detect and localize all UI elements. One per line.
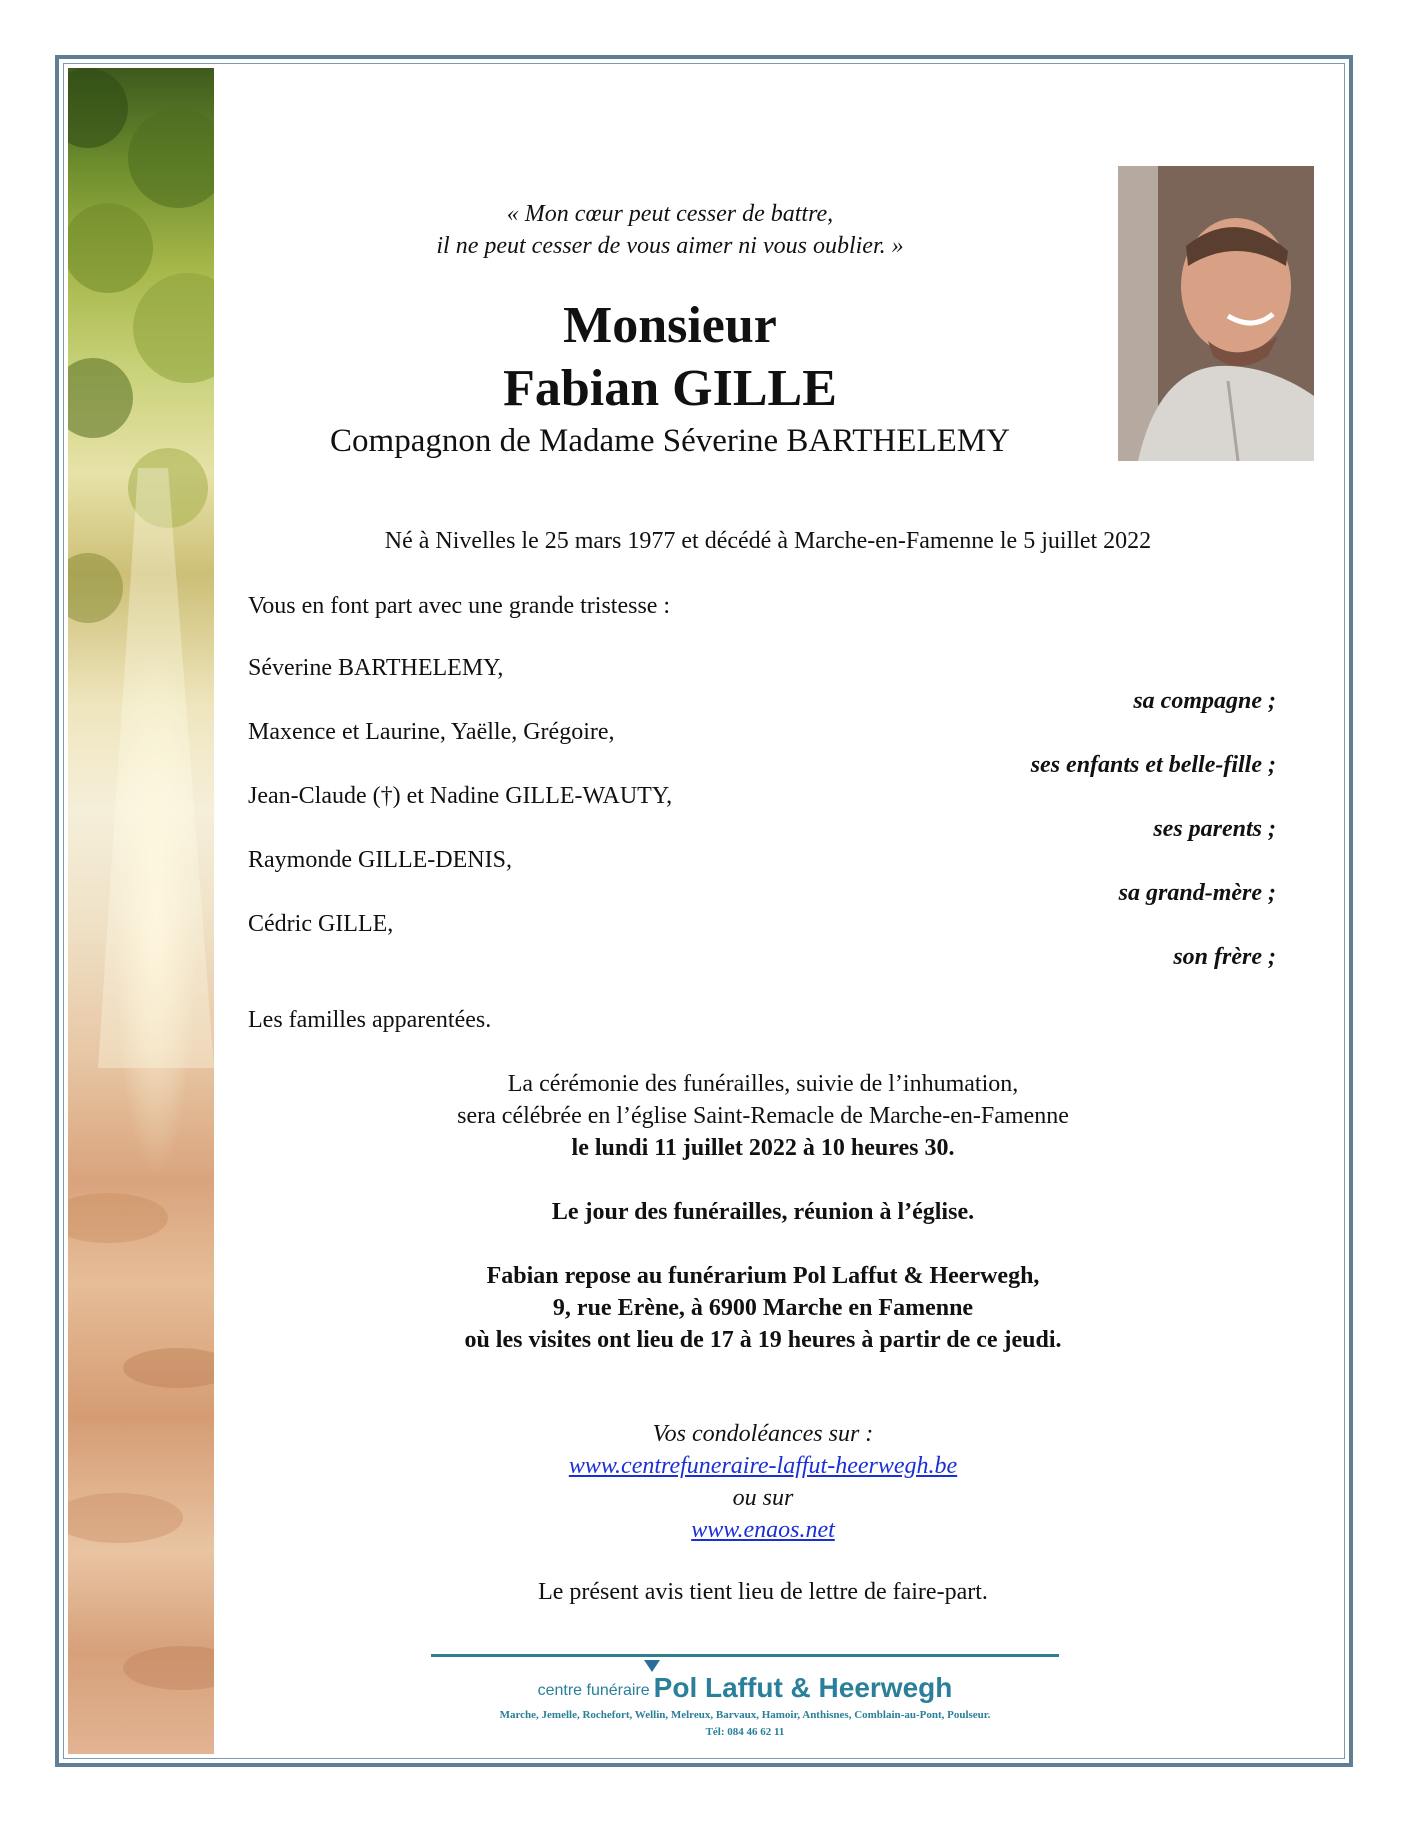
repose-line-1: Fabian repose au funérarium Pol Laffut & Heerwegh, xyxy=(486,1263,1040,1289)
quote-line-1: « Mon cœur peut cesser de battre, xyxy=(506,201,834,227)
logo-cities: Marche, Jemelle, Rochefort, Wellin, Melreux, Barvaux, Hamoir, Anthisnes, Comblain-au-Pont, Poulseur. xyxy=(499,1709,991,1721)
condolences-or: ou sur xyxy=(732,1485,794,1511)
quote xyxy=(240,198,1100,262)
family-role-4: sa grand-mère ; xyxy=(1118,880,1276,906)
ceremony-line-2: sera célébrée en l’église Saint-Remacle de Marche-en-Famenne xyxy=(457,1103,1069,1129)
condolences-link-2[interactable]: www.enaos.net xyxy=(691,1517,835,1543)
logo-big-text: Pol Laffut & Heerwegh xyxy=(653,1672,953,1703)
birth-death-line: Né à Nivelles le 25 mars 1977 et décédé à Marche-en-Famenne le 5 juillet 2022 xyxy=(384,528,1152,554)
condolences-block xyxy=(248,1418,1278,1546)
ceremony-line-1: La cérémonie des funérailles, suivie de l’inhumation, xyxy=(507,1071,1019,1097)
family-name-5: Cédric GILLE, xyxy=(248,911,394,937)
deceased-photo xyxy=(1118,166,1314,461)
ceremony-block xyxy=(248,1068,1278,1164)
forest-foliage xyxy=(68,68,214,1754)
family-name-2: Maxence et Laurine, Yaëlle, Grégoire, xyxy=(248,719,615,745)
related-families: Les familles apparentées. xyxy=(248,1007,492,1033)
family-role-1: sa compagne ; xyxy=(1133,688,1276,714)
family-name-1: Séverine BARTHELEMY, xyxy=(248,655,504,681)
family-name-3: Jean-Claude (†) et Nadine GILLE-WAUTY, xyxy=(248,783,673,809)
logo-small-text: centre funéraire xyxy=(537,1682,650,1699)
logo-triangle-icon xyxy=(644,1660,660,1672)
repose-block xyxy=(248,1260,1278,1356)
repose-line-2: 9, rue Erène, à 6900 Marche en Famenne xyxy=(552,1295,974,1321)
deceased-name: Fabian GILLE xyxy=(503,360,837,417)
forest-path-image xyxy=(68,68,214,1754)
funeral-home-logo xyxy=(430,1672,1060,1704)
intro-line: Vous en font part avec une grande tristesse : xyxy=(248,593,671,619)
repose-line-3: où les visites ont lieu de 17 à 19 heures à partir de ce jeudi. xyxy=(464,1327,1062,1353)
notice-line: Le présent avis tient lieu de lettre de faire-part. xyxy=(538,1579,988,1605)
family-role-5: son frère ; xyxy=(1173,944,1276,970)
family-name-4: Raymonde GILLE-DENIS, xyxy=(248,847,512,873)
relation-line: Compagnon de Madame Séverine BARTHELEMY xyxy=(330,423,1010,459)
condolences-link-1[interactable]: www.centrefuneraire-laffut-heerwegh.be xyxy=(568,1453,958,1479)
condolences-label: Vos condoléances sur : xyxy=(652,1421,874,1447)
family-role-2: ses enfants et belle-fille ; xyxy=(1030,752,1276,778)
ceremony-date: le lundi 11 juillet 2022 à 10 heures 30. xyxy=(571,1135,955,1161)
honorific: Monsieur xyxy=(563,297,777,354)
quote-line-2: il ne peut cesser de vous aimer ni vous oublier. » xyxy=(436,233,904,259)
portrait-illustration xyxy=(1118,166,1314,461)
family-role-3: ses parents ; xyxy=(1153,816,1276,842)
logo-phone: Tél: 084 46 62 11 xyxy=(705,1726,785,1738)
meeting-line: Le jour des funérailles, réunion à l’église. xyxy=(551,1199,975,1225)
logo-rule xyxy=(431,1654,1059,1657)
